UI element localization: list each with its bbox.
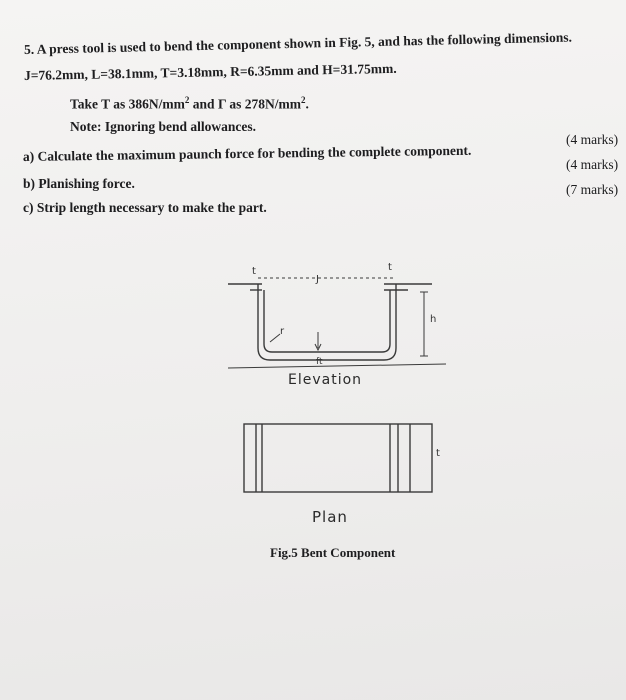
dim-t1-label: t [252, 266, 256, 277]
unit-exponent: 2 [184, 95, 190, 105]
dim-t3-label: t [436, 448, 440, 459]
dim-t2-label: t [388, 262, 392, 273]
unit-exponent-2: 2 [301, 95, 306, 105]
properties-period: . [305, 96, 309, 112]
u-channel-outer [258, 284, 396, 360]
shear-stress-symbol: T [101, 96, 110, 112]
part-c-text: c) Strip length necessary to make the part. [23, 200, 267, 215]
part-c-marks: (7 marks) [566, 182, 619, 197]
and-text: and [192, 96, 215, 112]
question-note: Note: Ignoring bend allowances. [70, 119, 257, 134]
take-prefix: Take [70, 96, 99, 112]
question-dimensions: J=76.2mm, L=38.1mm, T=3.18mm, R=6.35mm and H=31.75mm. [23, 60, 397, 83]
base-line [228, 364, 446, 368]
dim-h-label: h [430, 314, 437, 325]
tensile-stress-symbol: Γ [217, 96, 227, 112]
plan-view [244, 424, 432, 492]
tensile-stress-value: as 278N/mm [229, 96, 302, 112]
radius-leader [270, 334, 280, 342]
u-channel-inner [264, 290, 390, 352]
dim-r-label: r [280, 326, 285, 337]
dim-j-label: J [316, 274, 319, 285]
shear-stress-value: as 386N/mm [113, 96, 185, 112]
figure-caption: Fig.5 Bent Component [270, 545, 396, 560]
plan-outline [244, 424, 432, 492]
question-title: 5. A press tool is used to bend the component shown in Fig. 5, and has the following dimensions. [23, 29, 573, 57]
dim-ft-label: ft [316, 357, 323, 367]
elevation-label: Elevation [288, 372, 363, 388]
part-a-text: a) Calculate the maximum paunch force for bending the complete component. [22, 142, 472, 164]
part-b-marks: (4 marks) [566, 157, 619, 172]
elevation-view [228, 278, 446, 368]
part-b-text: b) Planishing force. [23, 176, 135, 191]
plan-label: Plan [312, 508, 348, 526]
part-a-marks: (4 marks) [566, 132, 619, 147]
